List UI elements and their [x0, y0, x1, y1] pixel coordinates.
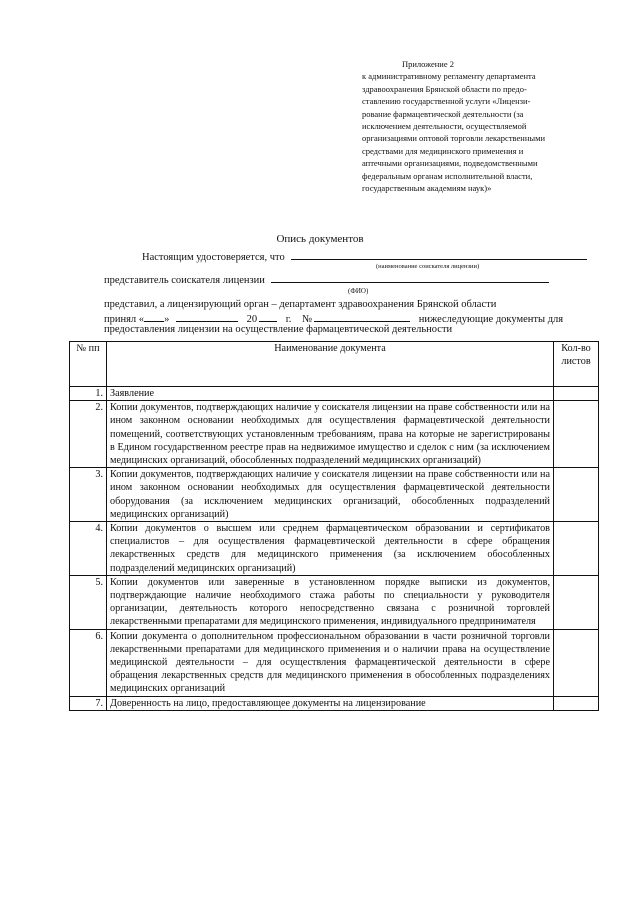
- row-document-name: Копии документов или заверенные в установленном порядке выписки из документов, подтверждающие наличие необходимого стажа работы по специальности у руководителя организации, деятельность которого непосредственно связана с розничной торговлей лекарственными препаратами для медицинского применения, индивидуального предпринимателя: [107, 575, 554, 629]
- row-number: 2.: [70, 401, 107, 468]
- accepted-prefix: принял «: [104, 314, 145, 325]
- accepted-day-field[interactable]: [144, 311, 164, 322]
- fio-hint: (ФИО): [348, 287, 369, 295]
- representative-row: [104, 272, 549, 286]
- appendix-line: средствами для медицинского применения и: [362, 145, 524, 156]
- table-row: [70, 629, 599, 696]
- document-title: Опись документов: [276, 233, 364, 245]
- appendix-line: здравоохранения Брянской области по предо-: [362, 83, 527, 94]
- presented-text: представил, а лицензирующий орган – департамент здравоохранения Брянской области: [104, 299, 497, 310]
- row-sheet-count-cell[interactable]: [554, 575, 599, 629]
- row-document-name: Заявление: [107, 387, 554, 401]
- row-document-name: Доверенность на лицо, предоставляющее документы на лицензирование: [107, 696, 554, 710]
- accepted-year-suffix: г.: [285, 314, 292, 325]
- row-sheet-count-cell[interactable]: [554, 387, 599, 401]
- header-number: № пп: [70, 342, 107, 387]
- row-document-name: Копии документов о высшем или среднем фармацевтическом образовании и сертификатов специалистов – для осуществления фармацевтической деятельности в сфере обращения лекарственных средств для медицинского применения (за исключением обособленных подразделений медицинских организаций): [107, 522, 554, 576]
- documents-table: [69, 341, 599, 711]
- row-sheet-count-cell[interactable]: [554, 401, 599, 468]
- accepted-year-prefix: 20: [246, 314, 258, 325]
- applicant-name-hint: (наименование соискателя лицензии): [376, 263, 480, 270]
- row-document-name: Копии документа о дополнительном профессиональном образовании в части розничной торговли лекарственными препаратами для медицинского применения и о наличии права на осуществление медицинской деятельности – для осуществления фармацевтической деятельности в сфере обращения лекарственных средств для медицинского применения в обособленных подразделениях медицинских организаций: [107, 629, 554, 696]
- accepted-suffix: нижеследующие документы для: [418, 314, 564, 325]
- accepted-row: [104, 311, 563, 325]
- accepted-close-quote: »: [164, 314, 170, 325]
- header-name: Наименование документа: [107, 342, 554, 387]
- appendix-line: к административному регламенту департамента: [362, 71, 536, 82]
- row-number: 3.: [70, 468, 107, 522]
- appendix-line: рование фармацевтической деятельности (за: [362, 108, 524, 119]
- table-row: [70, 468, 599, 522]
- purpose-text: предоставления лицензии на осуществление фармацевтической деятельности: [104, 324, 453, 335]
- number-sign: №: [302, 314, 313, 325]
- accepted-month-field[interactable]: [176, 311, 238, 322]
- appendix-line: аптечными организациями, подведомственными: [362, 158, 538, 169]
- table-header-row: [70, 342, 599, 387]
- representative-label: представитель соискателя лицензии: [104, 275, 265, 286]
- table-row: [70, 401, 599, 468]
- appendix-title: Приложение 2: [402, 59, 454, 69]
- row-number: 5.: [70, 575, 107, 629]
- accepted-number-field[interactable]: [314, 311, 410, 322]
- table-row: [70, 575, 599, 629]
- row-number: 6.: [70, 629, 107, 696]
- table-row: [70, 696, 599, 710]
- certify-row: [142, 249, 587, 263]
- applicant-name-field[interactable]: [291, 249, 587, 260]
- row-sheet-count-cell[interactable]: [554, 522, 599, 576]
- accepted-year-field[interactable]: [259, 311, 277, 322]
- row-sheet-count-cell[interactable]: [554, 468, 599, 522]
- appendix-header: [362, 58, 602, 194]
- appendix-line: исключением деятельности, осуществляемой: [362, 121, 527, 132]
- appendix-line: федеральным органам исполнительной власти,: [362, 170, 533, 181]
- row-number: 1.: [70, 387, 107, 401]
- appendix-line: ставлению государственной услуги «Лицензи-: [362, 96, 531, 107]
- row-sheet-count-cell[interactable]: [554, 629, 599, 696]
- row-number: 4.: [70, 522, 107, 576]
- header-count: Кол-во листов: [554, 342, 599, 387]
- certify-text: Настоящим удостоверяется, что: [142, 252, 285, 263]
- table-row: [70, 387, 599, 401]
- table-row: [70, 522, 599, 576]
- appendix-line: государственным академиям наук)»: [362, 183, 492, 194]
- row-document-name: Копии документов, подтверждающих наличие у соискателя лицензии на праве собственности или на ином законном основании необходимых для осуществления фармацевтической деятельности оборудования (за исключением медицинских организаций, обособленных подразделений медицинских организаций): [107, 468, 554, 522]
- row-sheet-count-cell[interactable]: [554, 696, 599, 710]
- row-document-name: Копии документов, подтверждающих наличие у соискателя лицензии на праве собственности или на ином законном основании необходимых для осуществления фармацевтической деятельности помещений, соответствующих установленным требованиям, права на которые не зарегистрированы в Едином государственном реестре прав на недвижимое имущество и сделок с ним (за исключением медицинских организаций, обособленных подразделений медицинских организаций): [107, 401, 554, 468]
- appendix-line: организациями оптовой торговли лекарственными: [362, 133, 546, 144]
- representative-fio-field[interactable]: [271, 272, 549, 283]
- row-number: 7.: [70, 696, 107, 710]
